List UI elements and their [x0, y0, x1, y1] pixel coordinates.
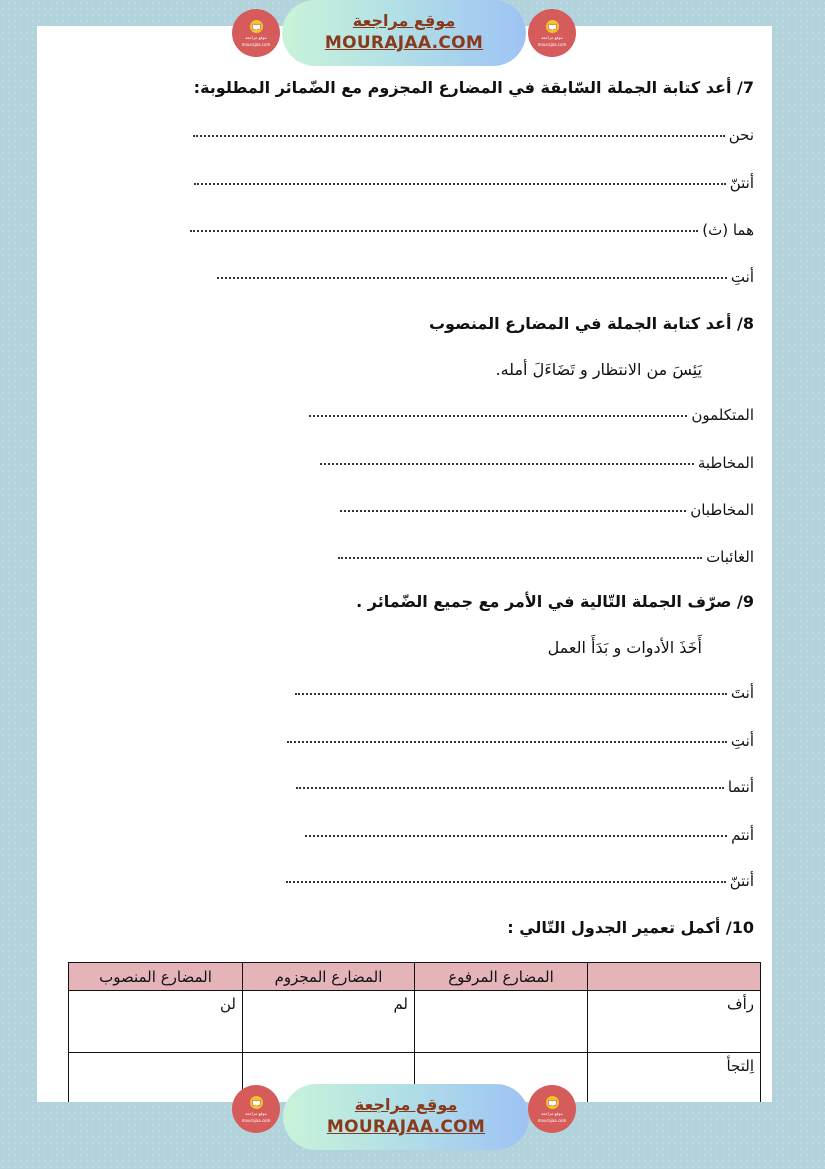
pronoun-label: المخاطبان [690, 501, 754, 519]
logo-caption-ar: موقع مراجعة [541, 1110, 563, 1116]
site-logo-left[interactable] [232, 9, 280, 57]
dotted-answer-field[interactable] [338, 557, 702, 559]
answer-line[interactable] [193, 126, 754, 144]
pronoun-label: هما (ث) [702, 221, 754, 239]
answer-line[interactable] [296, 778, 754, 796]
pronoun-label: أنتما [727, 778, 754, 796]
site-logo-right[interactable] [528, 9, 576, 57]
book-icon [250, 1096, 263, 1109]
site-link-pill[interactable] [283, 1084, 529, 1150]
answer-line[interactable] [338, 548, 754, 566]
pronoun-label: أنتنّ [729, 872, 754, 890]
pronoun-label: أنتنّ [729, 174, 754, 192]
site-name-en: MOURAJAA.COM [326, 1117, 486, 1137]
logo-caption-en: mourajaa.com [537, 1117, 567, 1123]
dotted-answer-field[interactable] [320, 463, 694, 465]
header-mansoub: المضارع المنصوب [69, 963, 243, 991]
conjugation-table [68, 962, 761, 1102]
site-name-ar: موقع مراجعة [352, 11, 456, 30]
book-icon [546, 1096, 559, 1109]
question-9-sentence: أَخَذَ الأدوات و بَدَأَ العمل [547, 638, 702, 657]
logo-caption-en: mourajaa.com [241, 41, 271, 47]
answer-line[interactable] [309, 406, 754, 424]
pronoun-label: نحن [728, 126, 754, 144]
pronoun-label: أنتِ [730, 732, 754, 750]
verb-cell: رأف [588, 991, 761, 1053]
dotted-answer-field[interactable] [194, 183, 726, 185]
worksheet-page [37, 26, 772, 1102]
book-icon [546, 20, 559, 33]
answer-line[interactable] [286, 872, 754, 890]
answer-cell[interactable]: لن [69, 991, 243, 1053]
book-icon [250, 20, 263, 33]
pronoun-label: المخاطبة [697, 454, 754, 472]
verb-cell: اِلتجأ [588, 1053, 761, 1103]
question-7-title: 7/ أعد كتابة الجملة السّابقة في المضارع المجزوم مع الضّمائر المطلوبة: [193, 78, 754, 97]
answer-cell[interactable]: لم [243, 991, 415, 1053]
question-9-title: 9/ صرّف الجملة التّالية في الأمر مع جميع الضّمائر . [356, 592, 754, 611]
site-logo-left[interactable] [232, 1085, 280, 1133]
answer-cell[interactable] [415, 991, 588, 1053]
answer-line[interactable] [287, 732, 754, 750]
dotted-answer-field[interactable] [305, 835, 727, 837]
question-10-title: 10/ أكمل تعمير الجدول التّالي : [507, 918, 754, 937]
answer-line[interactable] [295, 684, 754, 702]
question-8-title: 8/ أعد كتابة الجملة في المضارع المنصوب [428, 314, 754, 333]
dotted-answer-field[interactable] [295, 693, 727, 695]
table-row [69, 991, 761, 1053]
question-8-sentence: يَئِسَ من الانتظار و تَضَاءَلَ أمله. [495, 360, 702, 379]
answer-line[interactable] [190, 221, 754, 239]
logo-caption-ar: موقع مراجعة [541, 34, 563, 40]
logo-caption-en: mourajaa.com [537, 41, 567, 47]
dotted-answer-field[interactable] [287, 741, 727, 743]
answer-line[interactable] [340, 501, 754, 519]
logo-caption-ar: موقع مراجعة [245, 1110, 267, 1116]
pronoun-label: المتكلمون [691, 406, 754, 424]
pronoun-label: أنتَ [730, 684, 754, 702]
table-header-row [69, 963, 761, 991]
dotted-answer-field[interactable] [286, 881, 726, 883]
answer-line[interactable] [305, 826, 754, 844]
pronoun-label: الغائبات [706, 548, 754, 566]
dotted-answer-field[interactable] [340, 510, 686, 512]
header-verb [588, 963, 761, 991]
pronoun-label: أنتم [731, 826, 754, 844]
site-name-ar: موقع مراجعة [354, 1095, 458, 1114]
answer-line[interactable] [320, 454, 754, 472]
dotted-answer-field[interactable] [217, 277, 727, 279]
answer-cell[interactable] [69, 1053, 243, 1103]
dotted-answer-field[interactable] [296, 787, 724, 789]
header-majzoum: المضارع المجزوم [243, 963, 415, 991]
pronoun-label: أنتِ [730, 268, 754, 286]
header-marfou: المضارع المرفوع [415, 963, 588, 991]
site-logo-right[interactable] [528, 1085, 576, 1133]
logo-caption-en: mourajaa.com [241, 1117, 271, 1123]
answer-line[interactable] [217, 268, 754, 286]
logo-caption-ar: موقع مراجعة [245, 34, 267, 40]
dotted-answer-field[interactable] [309, 415, 687, 417]
answer-line[interactable] [194, 174, 754, 192]
site-name-en: MOURAJAA.COM [324, 33, 484, 53]
dotted-answer-field[interactable] [190, 230, 698, 232]
dotted-answer-field[interactable] [193, 135, 725, 137]
site-link-pill[interactable] [282, 0, 526, 66]
